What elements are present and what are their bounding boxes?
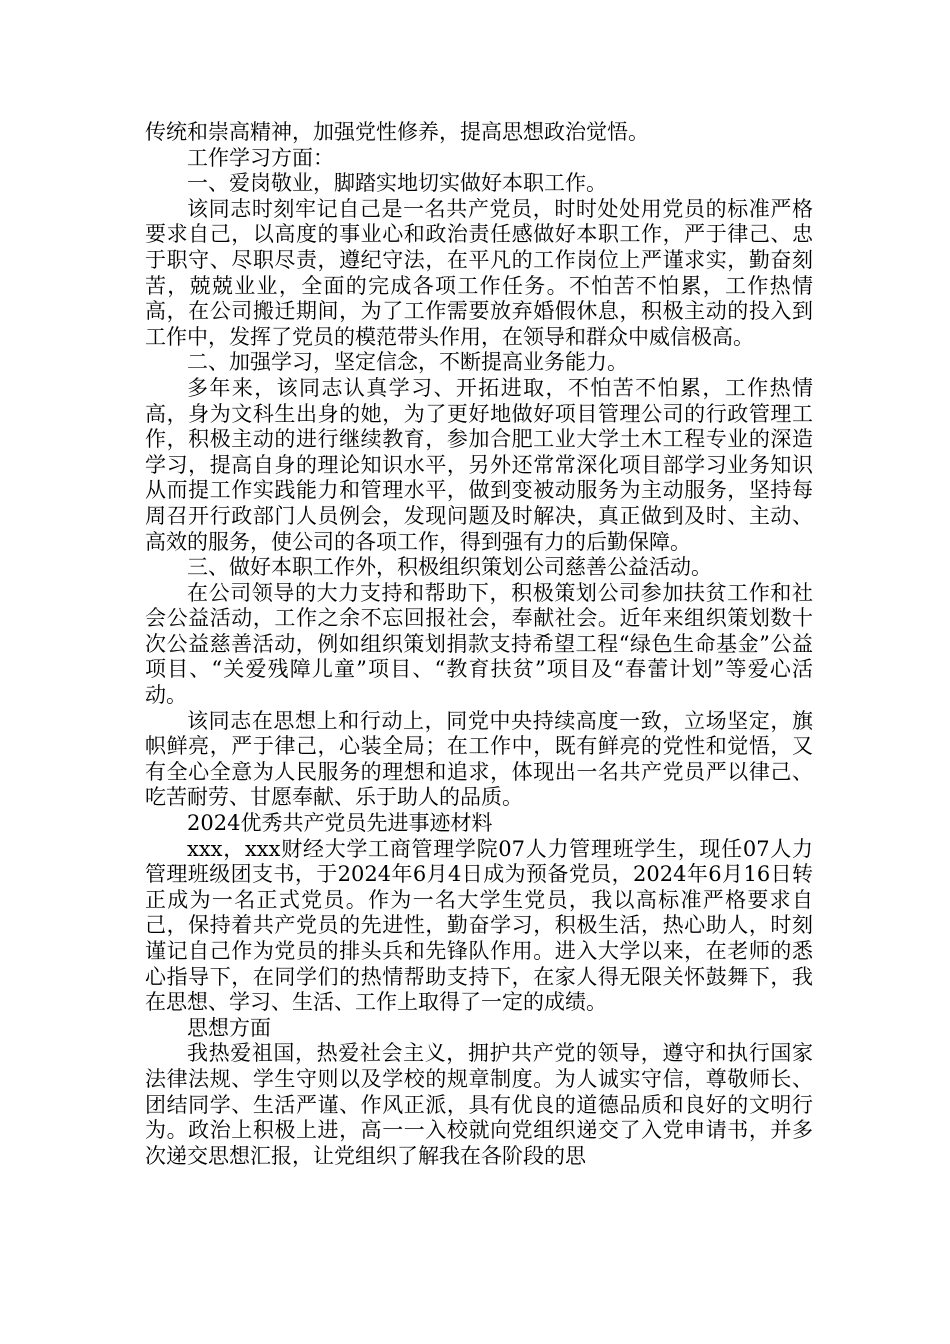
document-title: 2024优秀共产党员先进事迹材料 xyxy=(187,811,493,836)
paragraph-charity: 在公司领导的大力支持和帮助下，积极策划公司参加扶贫工作和社会公益活动，工作之余不忘回报社会，奉献社会。近年来组织策划数十次公益慈善活动，例如组织策划捐款支持希望工程“绿色生命基金”公益项目、“关爱残障儿童”项目、“教育扶贫”项目及“春蕾计划”等爱心活动。 xyxy=(145,580,813,708)
paragraph-thought: 我热爱祖国，热爱社会主义，拥护共产党的领导，遵守和执行国家法律法规、学生守则以及学校的规章制度。为人诚实守信，尊敬师长、团结同学、生活严谨、作风正派，具有优良的道德品质和良好的文明行为。政治上积极上进，高一一入校就向党组织递交了入党申请书，并多次递交思想汇报，让党组织了解我在各阶段的思 xyxy=(145,1041,813,1168)
document-page xyxy=(145,120,813,1169)
paragraph-dedication: 该同志时刻牢记自己是一名共产党员，时时处处用党员的标准严格要求自己，以高度的事业心和政治责任感做好本职工作，严于律己、忠于职守、尽职尽责，遵纪守法，在平凡的工作岗位上严谨求实，勤奋刻苦，兢兢业业，全面的完成各项工作任务。不怕苦不怕累，工作热情高，在公司搬迁期间，为了工作需要放弃婚假休息，积极主动的投入到工作中，发挥了党员的模范带头作用，在领导和群众中威信极高。 xyxy=(145,196,813,349)
section-heading-thought: 思想方面 xyxy=(187,1015,271,1040)
paragraph-learning: 多年来，该同志认真学习、开拓进取，不怕苦不怕累，工作热情高，身为文科生出身的她，为了更好地做好项目管理公司的行政管理工作，积极主动的进行继续教育，参加合肥工业大学土木工程专业的深造学习，提高自身的理论知识水平，另外还常常深化项目部学习业务知识从而提工作实践能力和管理水平，做到变被动服务为主动服务，坚持每周召开行政部门人员例会，发现问题及时解决，真正做到及时、主动、高效的服务，使公司的各项工作，得到强有力的后勤保障。 xyxy=(145,375,813,554)
subheading-learning: 二、加强学习，坚定信念，不断提高业务能力。 xyxy=(187,350,628,375)
paragraph-introduction: xxx，xxx财经大学工商管理学院07人力管理班学生，现任07人力管理班级团支书，于2024年6月4日成为预备党员，2024年6月16日转正成为一名正式党员。作为一名大学生党员，我以高标准严格要求自己，保持着共产党员的先进性，勤奋学习，积极生活，热心助人，时刻谨记自己作为党员的排头兵和先锋队作用。进入大学以来，在老师的悉心指导下，在同学们的热情帮助支持下，在家人得无限关怀鼓舞下，我在思想、学习、生活、工作上取得了一定的成绩。 xyxy=(145,836,813,1015)
section-heading-work-study: 工作学习方面： xyxy=(187,145,334,170)
paragraph-continuation: 传统和崇高精神，加强党性修养，提高思想政治觉悟。 xyxy=(145,120,649,144)
subheading-dedication: 一、爱岗敬业，脚踏实地切实做好本职工作。 xyxy=(187,171,607,196)
subheading-charity: 三、做好本职工作外，积极组织策划公司慈善公益活动。 xyxy=(187,555,712,580)
paragraph-summary: 该同志在思想上和行动上，同党中央持续高度一致，立场坚定，旗帜鲜亮，严于律己，心装全局；在工作中，既有鲜亮的党性和觉悟，又有全心全意为人民服务的理想和追求，体现出一名共产党员严以律己、吃苦耐劳、甘愿奉献、乐于助人的品质。 xyxy=(145,708,813,810)
